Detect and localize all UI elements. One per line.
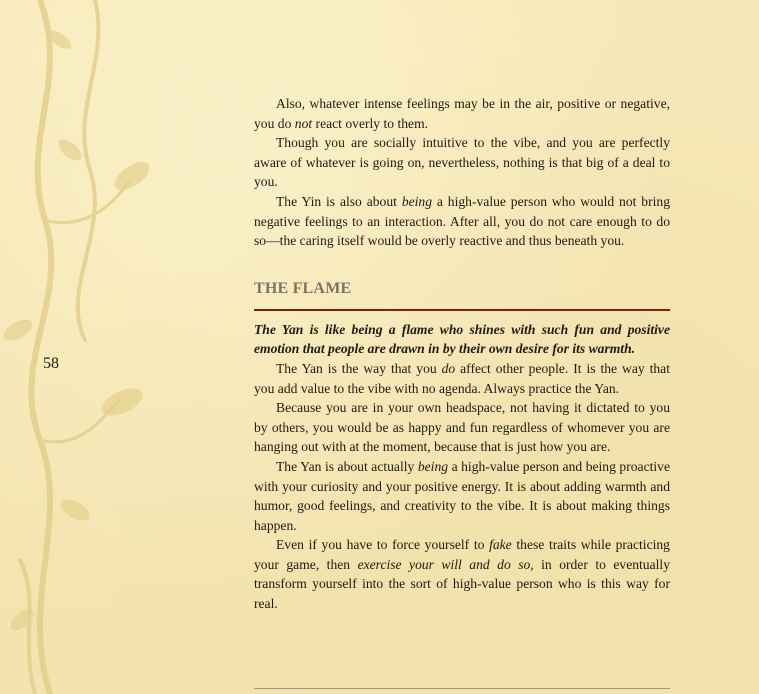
paragraph: Even if you have to force yourself to fake these traits while practicing your game, then exercise your will and do so, in order to eventually transform yourself into the sort of high-value person who is this way for real. <box>254 537 670 612</box>
footer-divider <box>254 688 670 689</box>
section-divider <box>254 309 670 311</box>
paragraph: Also, whatever intense feelings may be in the air, positive or negative, you do not react overly to them. <box>254 96 670 131</box>
section-heading: THE FLAME <box>254 279 352 297</box>
paragraph: The Yin is also about being a high-value person who would not bring negative feelings to an interaction. After all, you do not care enough to do so—the caring itself would be overly reactive and thus beneath you. <box>254 193 670 249</box>
lead-paragraph: The Yan is like being a flame who shines with such fun and positive emotion that people are drawn in by their own desire for its warmth. <box>254 321 670 357</box>
floral-vine-icon <box>0 0 200 694</box>
paragraph: Because you are in your own headspace, not having it dictated to you by others, you would be as happy and fun regardless of whomever you are hanging out with at the moment, because that is just how you are. <box>254 400 670 455</box>
paragraph: The Yan is the way that you do affect other people. It is the way that you add value to the vibe with no agenda. Always practice the Yan. <box>254 360 670 396</box>
paragraph: Though you are socially intuitive to the vibe, and you are perfectly aware of whatever is going on, nevertheless, nothing is that big of a deal to you. <box>254 135 670 190</box>
page-body <box>254 94 670 614</box>
paragraph: The Yan is about actually being a high-value person and being proactive with your curiosity and your positive energy. It is about adding warmth and humor, good feelings, and creativity to the vibe. It is about making things happen. <box>254 458 671 533</box>
page-number: 58 <box>43 355 59 372</box>
